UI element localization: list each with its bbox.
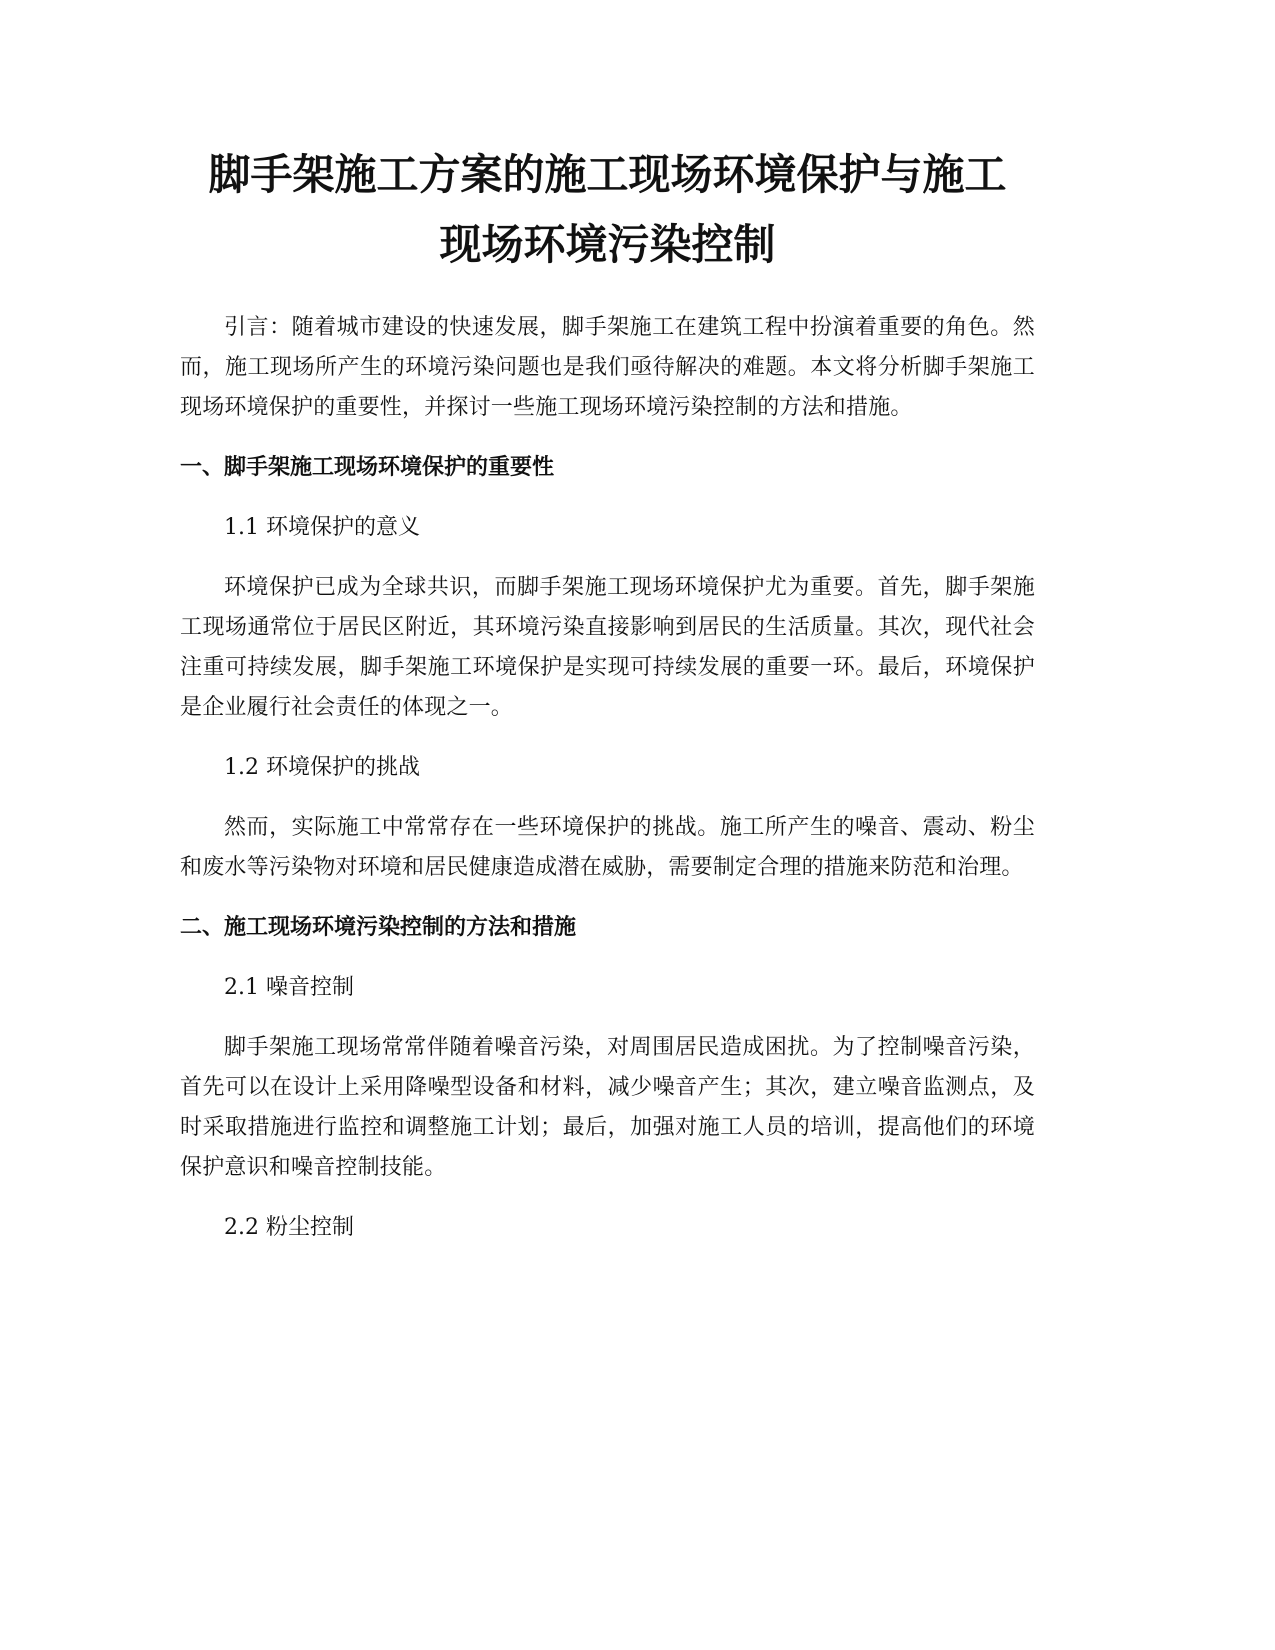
subsection-1-2-text: 然而，实际施工中常常存在一些环境保护的挑战。施工所产生的噪音、震动、粉尘和废水等污染物对环境和居民健康造成潜在威胁，需要制定合理的措施来防范和治理。 bbox=[180, 815, 1035, 880]
title-line-1: 脚手架施工方案的施工现场环境保护与施工 bbox=[208, 150, 1007, 199]
document-title bbox=[180, 140, 1035, 280]
intro-paragraph: 引言：随着城市建设的快速发展，脚手架施工在建筑工程中扮演着重要的角色。然而，施工现场所产生的环境污染问题也是我们亟待解决的难题。本文将分析脚手架施工现场环境保护的重要性，并探讨一些施工现场环境污染控制的方法和措施。 bbox=[180, 315, 1035, 420]
subsection-2-2-title: 2.2 粉尘控制 bbox=[224, 1215, 354, 1240]
section-1-heading: 一、脚手架施工现场环境保护的重要性 bbox=[180, 455, 555, 480]
title-line-2: 现场环境污染控制 bbox=[439, 220, 776, 269]
subsection-2-1-text: 脚手架施工现场常常伴随着噪音污染，对周围居民造成困扰。为了控制噪音污染，首先可以在设计上采用降噪型设备和材料，减少噪音产生；其次，建立噪音监测点，及时采取措施进行监控和调整施工计划；最后，加强对施工人员的培训，提高他们的环境保护意识和噪音控制技能。 bbox=[180, 1035, 1035, 1180]
document-page bbox=[180, 140, 1035, 1268]
subsection-1-1-text: 环境保护已成为全球共识，而脚手架施工现场环境保护尤为重要。首先，脚手架施工现场通常位于居民区附近，其环境污染直接影响到居民的生活质量。其次，现代社会注重可持续发展，脚手架施工环境保护是实现可持续发展的重要一环。最后，环境保护是企业履行社会责任的体现之一。 bbox=[180, 575, 1035, 720]
subsection-1-2-title: 1.2 环境保护的挑战 bbox=[224, 755, 420, 780]
section-2-heading: 二、施工现场环境污染控制的方法和措施 bbox=[180, 915, 577, 940]
subsection-2-1-title: 2.1 噪音控制 bbox=[224, 975, 354, 1000]
subsection-1-1-title: 1.1 环境保护的意义 bbox=[224, 515, 420, 540]
